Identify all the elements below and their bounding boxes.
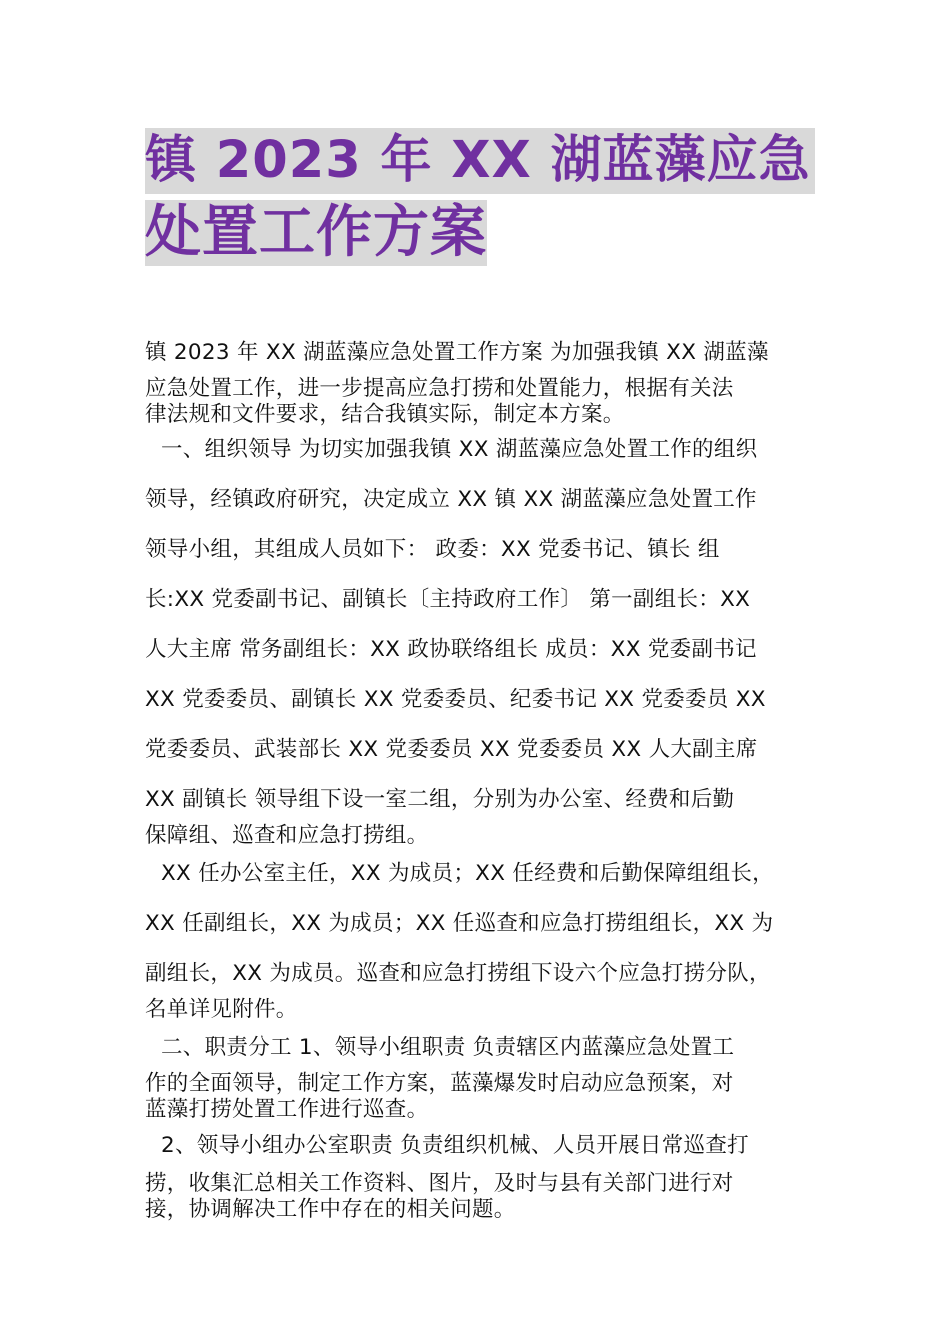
body-line: 镇 2023 年 XX 湖蓝藻应急处置工作方案 为加强我镇 XX 湖蓝藻 xyxy=(145,340,769,365)
body-line: 领导小组，其组成人员如下： 政委：XX 党委书记、镇长 组 xyxy=(145,537,720,562)
body-line: XX 任办公室主任，XX 为成员；XX 任经费和后勤保障组组长， xyxy=(161,861,774,886)
body-line: 律法规和文件要求，结合我镇实际，制定本方案。 xyxy=(145,402,625,427)
body-line: 副组长，XX 为成员。巡查和应急打捞组下设六个应急打捞分队， xyxy=(145,961,771,986)
body-line: 人大主席 常务副组长：XX 政协联络组长 成员：XX 党委副书记 xyxy=(145,637,757,662)
document-title xyxy=(145,128,825,272)
body-line: 保障组、巡查和应急打捞组。 xyxy=(145,823,429,848)
body-line: 应急处置工作，进一步提高应急打捞和处置能力，根据有关法 xyxy=(145,376,734,401)
body-line: 名单详见附件。 xyxy=(145,997,298,1022)
title-line-1: 镇 2023 年 XX 湖蓝藻应急 xyxy=(145,128,815,194)
body-line: 党委委员、武装部长 XX 党委委员 XX 党委委员 XX 人大副主席 xyxy=(145,737,758,762)
body-line: 领导，经镇政府研究，决定成立 XX 镇 XX 湖蓝藻应急处置工作 xyxy=(145,487,757,512)
body-line: 捞，收集汇总相关工作资料、图片，及时与县有关部门进行对 xyxy=(145,1171,734,1196)
body-line: XX 党委委员、副镇长 XX 党委委员、纪委书记 XX 党委委员 XX xyxy=(145,687,766,712)
body-line: 一、组织领导 为切实加强我镇 XX 湖蓝藻应急处置工作的组织 xyxy=(161,437,758,462)
body-line: 蓝藻打捞处置工作进行巡查。 xyxy=(145,1097,429,1122)
title-line-2: 处置工作方案 xyxy=(145,200,487,265)
body-line: XX 副镇长 领导组下设一室二组，分别为办公室、经费和后勤 xyxy=(145,787,735,812)
body-line: 接，协调解决工作中存在的相关问题。 xyxy=(145,1197,516,1222)
body-line: 作的全面领导，制定工作方案，蓝藻爆发时启动应急预案，对 xyxy=(145,1071,734,1096)
body-line: XX 任副组长，XX 为成员；XX 任巡查和应急打捞组组长，XX 为 xyxy=(145,911,774,936)
body-line: 2、领导小组办公室职责 负责组织机械、人员开展日常巡查打 xyxy=(161,1133,749,1158)
body-line: 二、职责分工 1、领导小组职责 负责辖区内蓝藻应急处置工 xyxy=(161,1035,735,1060)
body-line: 长:XX 党委副书记、副镇长〔主持政府工作〕 第一副组长：XX xyxy=(145,587,751,612)
